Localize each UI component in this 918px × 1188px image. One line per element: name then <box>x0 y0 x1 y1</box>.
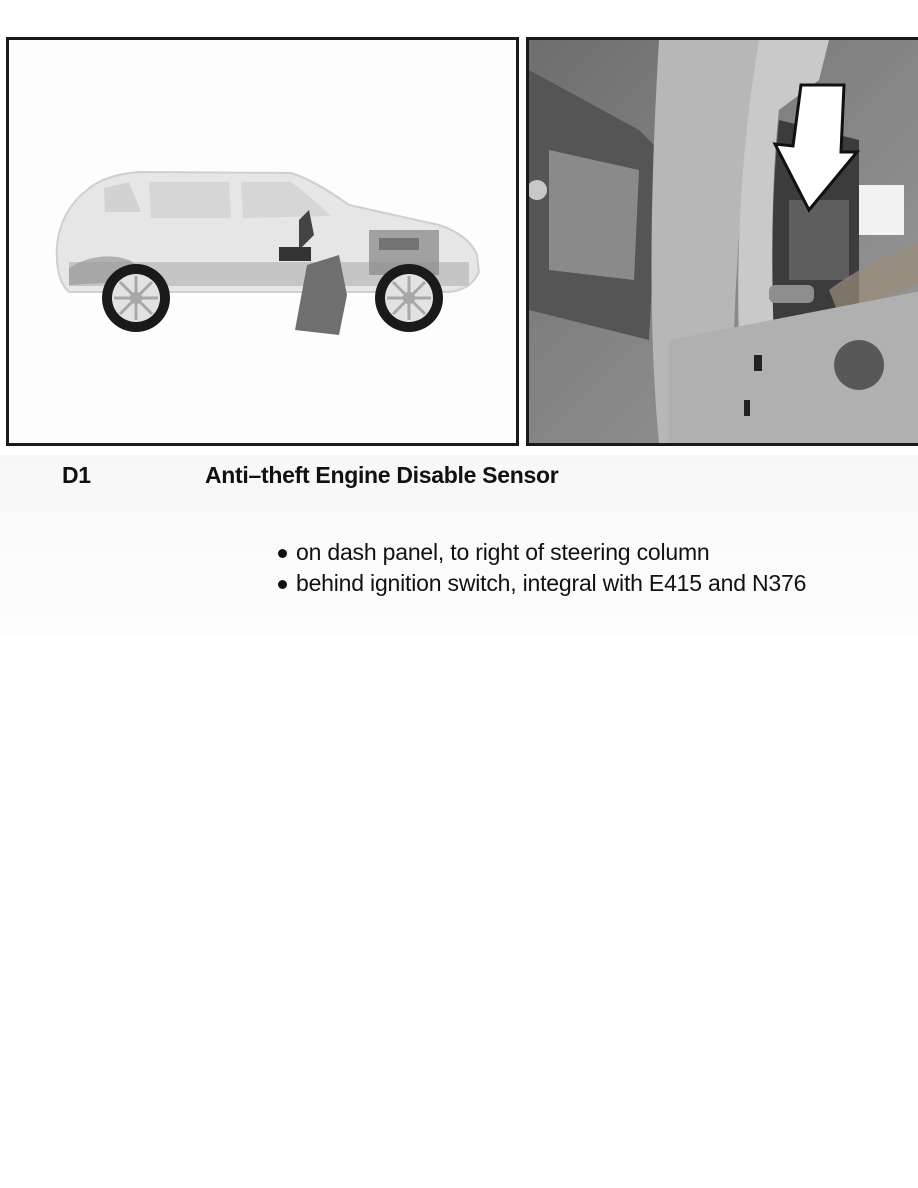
location-text: on dash panel, to right of steering column <box>296 539 710 565</box>
location-item <box>276 568 896 599</box>
bullet-icon <box>278 549 287 558</box>
dash-photo-icon <box>529 40 918 443</box>
vehicle-location-image <box>6 37 519 446</box>
location-list <box>276 537 896 599</box>
component-title: Anti–theft Engine Disable Sensor <box>205 462 559 488</box>
component-id: D1 <box>62 462 91 488</box>
front-wheel-icon <box>375 264 443 332</box>
bullet-icon <box>278 580 287 589</box>
rear-wheel-icon <box>102 264 170 332</box>
location-item <box>276 537 896 568</box>
dash-panel-photo <box>526 37 918 446</box>
location-text: behind ignition switch, integral with E415 and N376 <box>296 570 807 596</box>
vehicle-diagram-icon <box>9 40 516 443</box>
